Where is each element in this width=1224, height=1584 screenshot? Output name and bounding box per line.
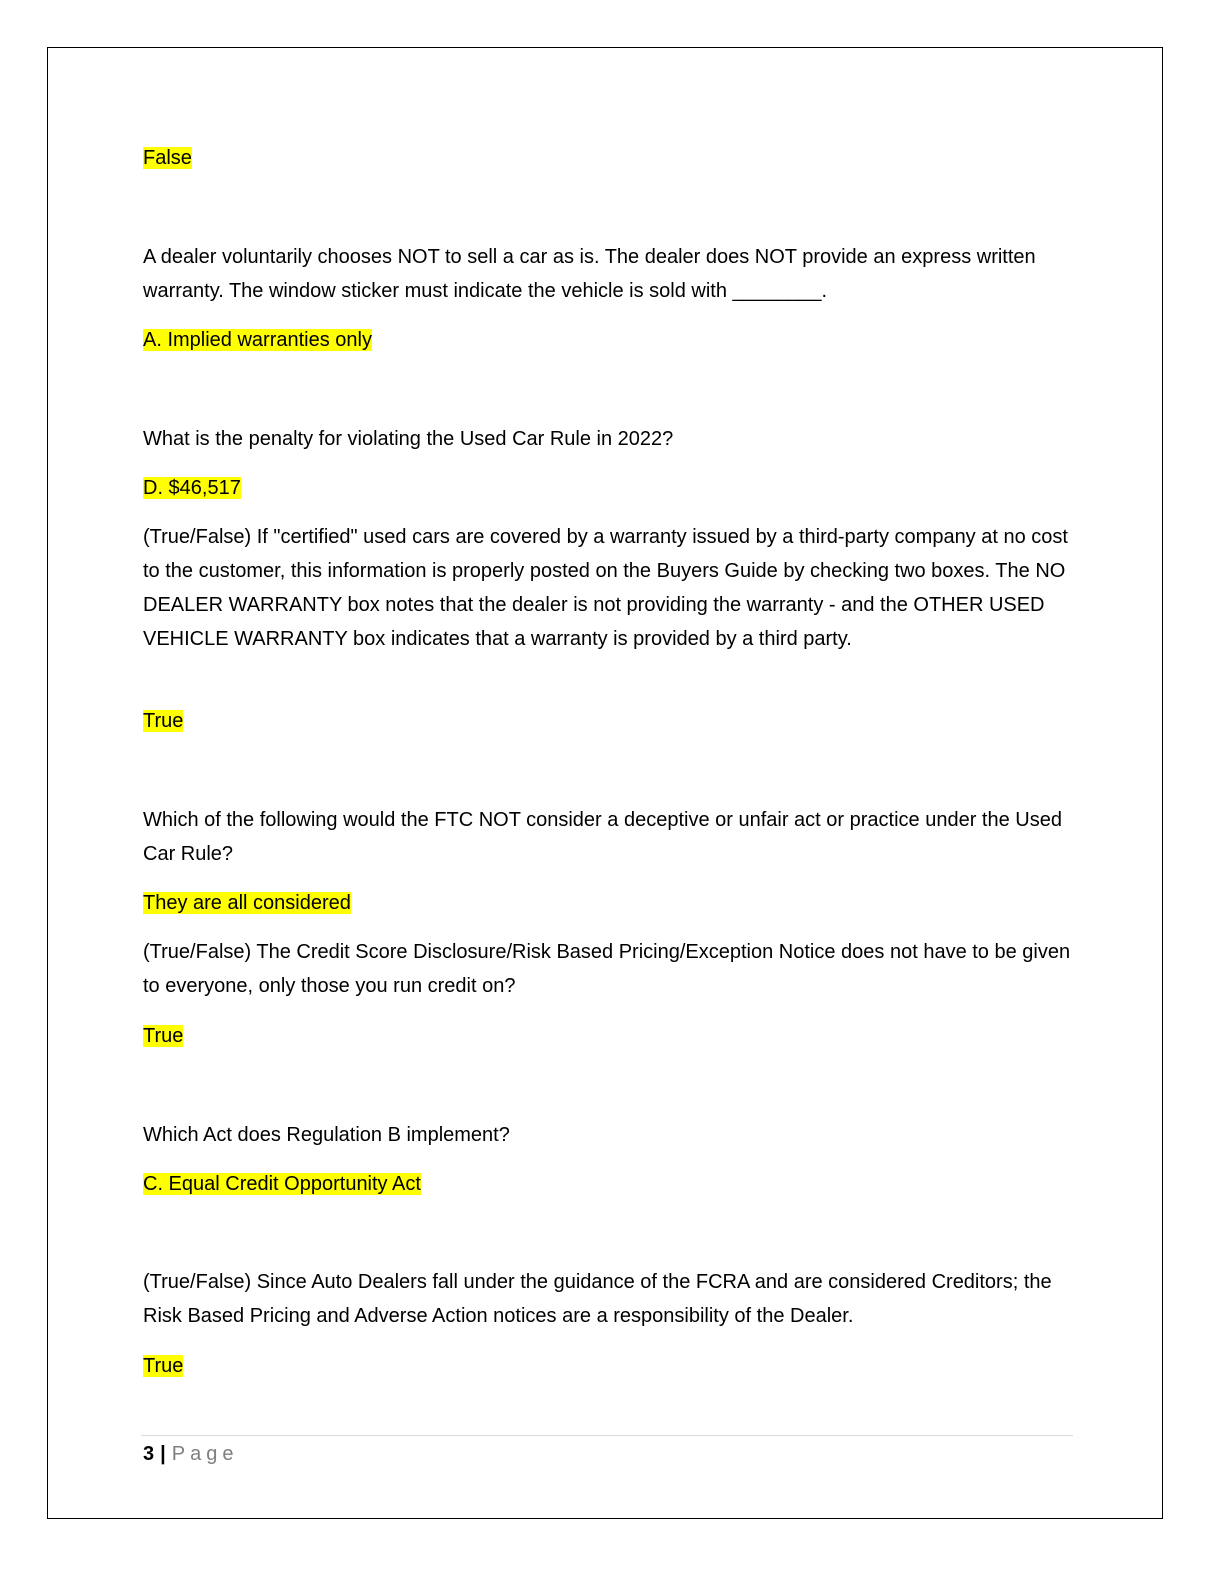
answer-highlight: True <box>143 1355 184 1377</box>
answer-highlight: They are all considered <box>143 892 351 914</box>
question-regulation-b: Which Act does Regulation B implement? <box>143 1124 510 1146</box>
answer-highlight: C. Equal Credit Opportunity Act <box>143 1173 421 1195</box>
answer-true-credit-score <box>143 1019 1073 1053</box>
answer-all-considered <box>143 886 1073 920</box>
footer-divider <box>141 1435 1073 1436</box>
answer-highlight: A. Implied warranties only <box>143 329 372 351</box>
page-number: 3 <box>143 1443 155 1465</box>
question-certified-used-cars: (True/False) If "certified" used cars are covered by a warranty issued by a third-party company at no cost to the customer, this information is properly posted on the Buyers Guide by checking two boxes. The NO DEALER WARRANTY box notes that the dealer is not providing the warranty - and the OTHER USED VEHICLE WARRANTY box indicates that a warranty is provided by a third party. <box>143 526 1068 650</box>
answer-true-certified <box>143 704 1073 738</box>
question-penalty: What is the penalty for violating the Used Car Rule in 2022? <box>143 428 674 450</box>
page-label: Page <box>171 1443 239 1465</box>
question-fcra-creditors: (True/False) Since Auto Dealers fall under the guidance of the FCRA and are considered Creditors; the Risk Based Pricing and Adverse Action notices are a responsibility of the Dealer. <box>143 1271 1052 1327</box>
answer-highlight: True <box>143 1025 184 1047</box>
answer-penalty-amount <box>143 471 1073 505</box>
page-footer <box>143 1439 238 1469</box>
answer-highlight: D. $46,517 <box>143 477 241 499</box>
answer-equal-credit-act <box>143 1167 1073 1201</box>
question-ftc-deceptive: Which of the following would the FTC NOT consider a deceptive or unfair act or practice under the Used Car Rule? <box>143 809 1062 865</box>
footer-separator: | <box>160 1443 166 1465</box>
answer-false <box>143 141 1073 175</box>
question-warranty-sticker: A dealer voluntarily chooses NOT to sell a car as is. The dealer does NOT provide an express written warranty. The window sticker must indicate the vehicle is sold with ________. <box>143 246 1036 302</box>
question-credit-score-disclosure: (True/False) The Credit Score Disclosure/Risk Based Pricing/Exception Notice does not have to be given to everyone, only those you run credit on? <box>143 941 1071 997</box>
answer-highlight: True <box>143 710 184 732</box>
answer-highlight: False <box>143 147 192 169</box>
answer-implied-warranties <box>143 323 1073 357</box>
answer-true-fcra <box>143 1349 1073 1383</box>
